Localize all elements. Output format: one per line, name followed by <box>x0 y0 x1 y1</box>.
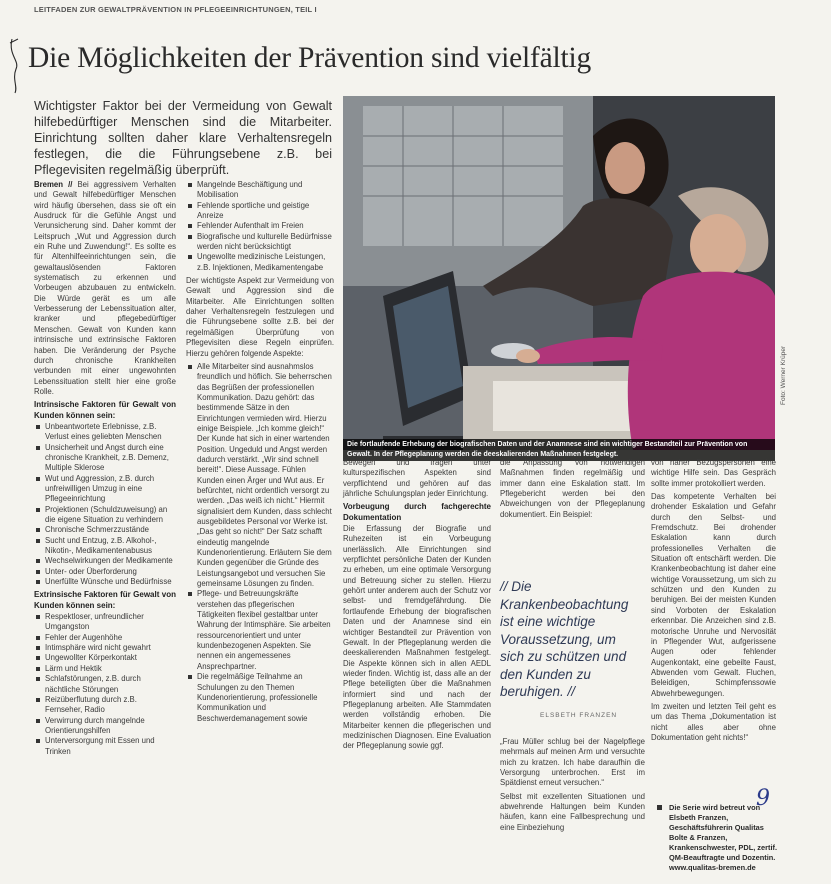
list-item: Fehlende sportliche und geistige Anreize <box>197 201 334 222</box>
author-info-box <box>669 803 781 873</box>
extrinsic-list-continued <box>186 180 334 273</box>
body-paragraph: Selbst mit exzellenten Situationen und abwehrende Haltungen beim Kunden häufen, kann eine Fallbesprechung und eine Einbeziehung <box>500 791 645 832</box>
column-5 <box>651 458 776 746</box>
lead-paragraph: Wichtigster Faktor bei der Vermeidung von Gewalt hilfebedürftiger Menschen sind die Mitarbeiter. Einrichtung sollten daher klare Verhaltensregeln festlegen, die die Führungsebene z.B. bei Pflegevisiten regelmäßig überprüft. <box>34 99 332 177</box>
list-item: Respektloser, unfreundlicher Umgangston <box>45 612 176 633</box>
body-paragraph: Der wichtigste Aspekt zur Vermeidung von Gewalt und Aggression sind die Mitarbeiter. Alle Einrichtungen sollten daher Verhaltensregeln festzulegen und die Führungsebene sollte z.B. bei der regelmäßigen Überprüfung von Pflegevisiten diese Regeln einprüfen. Hierzu gehören folgende Aspekte: <box>186 276 334 358</box>
list-item: Biografische und kulturelle Bedürfnisse werden nicht berücksichtigt <box>197 232 334 253</box>
rules-list <box>186 362 334 724</box>
list-item: Intimsphäre wird nicht gewahrt <box>45 643 176 653</box>
body-paragraph: Im zweiten und letzten Teil geht es um das Thema „Dokumentation ist nicht alles aber ohne Dokumentation geht nichts!“ <box>651 701 776 742</box>
column-1 <box>34 180 176 760</box>
list-item: Unbeantwortete Erlebnisse, z.B. Verlust eines geliebten Menschen <box>45 422 176 443</box>
dateline: Bremen // <box>34 180 73 189</box>
list-item: Alle Mitarbeiter sind ausnahmslos freundlich und höflich. Sie beherrschen das Begrüßen der professionellen Kommunikation. Dazu gehört: das bestimmende Sätze in den Einrichtungen vermieden wird. Hierzu einige Beispiele. „Ich komme gleich!“ Der Kunde hat sich in einer wartenden Position. Ungeduld und Angst werden dadurch verstärkt. „Wir sind schnell bereit!“. Diese Aussage. Fühlen Kunden einen Ärger und Wut aus. Er befürchtet, nicht ordentlich versorgt zu werden. „Das weiß ich nicht.“ Hiermit signalisiert dem Kunden, dass schlecht ausgebildetes Personal vor Werke ist. „Das geht so nicht!“ Der Satz schafft eindeutig mangelnde Kundenorientierung. Erläutern Sie dem Kunden gegenüber die Gründe des Leistungsangebot und versuchen Sie gemeinsame Lösungen zu finden. <box>197 362 334 590</box>
list-item: Wut und Aggression, z.B. durch unfreiwilligen Umzug in eine Pflegeeinrichtung <box>45 474 176 505</box>
body-paragraph: Bewegen und fragen unter kulturspezifischen Aspekten sind verpflichtend und gehören auf das jährliche Schulungsplan jeder Einrichtung. <box>343 458 491 499</box>
pull-quote: // Die Krankenbeobachtung ist eine wichtige Voraussetzung, um sich zu schützen und den Kunden zu beruhigen. // <box>500 579 629 699</box>
intro-paragraph: Bei aggressivem Verhalten und Gewalt hilfebedürftiger Menschen wird häufig übersehen, dass sie oft ein Ausdruck für die Gefühle Angst und Verunsicherung sind. Daher kommt der Leitspruch „Wut und Aggression durch ein Ruhe und Zuwendung!“. Es sollte es für Altenhilfeeinrichtungen sein, die gewaltauslösenden Faktoren systematisch zu erkennen und Vorbeugen abzubauen zu entwickeln. Die Würde gerät es um alle Verbesserung der Lebenssituation alter, kranker und pflegebedürftiger Menschen. Gewalt von Kunden kann intrinsische und extrinsische Faktoren haben. Die Veränderung der Psyche durch chronische Krankheiten verbunden mit einer ungewohnten Lebenssituation stellt hier eine große Rolle. <box>34 180 176 396</box>
list-item: Ungewollte medizinische Leistungen, z.B. Injektionen, Medikamentengabe <box>197 252 334 273</box>
bullet-square-icon <box>657 805 662 810</box>
body-paragraph: Das kompetente Verhalten bei drohender Eskalation und Gefahr durch den Selbst- und Fremdschutz. Bei drohender Eskalation kann durch professionelles Verhalten die Situation oft entschärft werden. Die Krankenbeobachtung ist daher eine wichtige Voraussetzung, um sich zu schützen und den Kunden zu beruhigen. Bei der meisten Kunden sind Vorboten der Eskalation erkennbar. Die Anzeichen sind z.B. motorische Unruhe und Nervosität in Pflegender Wut, aufgerissene Augen oder fehlender Augenkontakt, eine gebeilte Faust, Abwenden vom Gewalt. Fluchen, Beleidigen, Schimpfenssowie Abwehrbewegungen. <box>651 492 776 698</box>
list-item: Sucht und Entzug, z.B. Alkohol-, Nikotin-, Medikamentenabusus <box>45 536 176 557</box>
photo-caption: Die fortlaufende Erhebung der biografischen Daten und der Anamnese sind ein wichtiger Bestandteil zur Prävention von Gewalt. In der Pflegeplanung werden die deeskalierenden Maßnahmen festgelegt. <box>343 439 775 461</box>
photo-illustration <box>343 96 775 450</box>
list-item: Wechselwirkungen der Medikamente <box>45 556 176 566</box>
list-item: Lärm und Hektik <box>45 664 176 674</box>
kicker: LEITFADEN ZUR GEWALTPRÄVENTION IN PFLEGEEINRICHTUNGEN, TEIL I <box>34 5 317 14</box>
column-4-lower <box>500 737 645 836</box>
page-signature: 9 <box>756 786 770 811</box>
body-paragraph: Die Erfassung der Biografie und Ruhezeiten ist ein Vorbeugung unerlässlich. Alle Einrichtungen sind verpflichtet persönliche Daten der Kunden zu erheben, um eine optimale Versorgung und Betreuung sicher zu stellen. Hierzu gehört unter anderem auch der Schutz vor selbst- und fremdgefährdung. Die fortlaufende Erhebung der biografischen Daten und der Anamnese sind ein wichtiger Bestandteil zur Prävention von Gewalt. In der Pflegeplanung werden die deeskalierenden Maßnahmen festgelegt. Die Aspekte können sich in allen AEDL wieder finden. Wichtig ist, dass alle an der Pflege beteiligten über die Maßnahmen informiert sind und nach der Pflegeplanung arbeiten. Alle Stammdaten werden vollständig erhoben. Die Mitarbeiter kennen die pflegerischen und medizinischen Diagnosen. Eine Evaluation der Pflegeplanung sowie ggf. <box>343 524 491 751</box>
example-quote: „Frau Müller schlug bei der Nagelpflege mehrmals auf meinen Arm und versuchte mich zu kratzen. Ich habe daraufhin die Versorgung unterbrochen. Erst im Spätdienst erneut versuchen.“ <box>500 737 645 788</box>
body-paragraph: die Anpassung von notwendigen Maßnahmen finden regelmäßig und immer dann eine Eskalation statt. Im Pflegebericht werden bei den Abweichungen von der Pflegeplanung dokumentiert. Ein Beispiel: <box>500 458 645 519</box>
pull-quote-author: ELSBETH FRANZEN <box>540 712 618 719</box>
list-item: Schlafstörungen, z.B. durch nächtliche Störungen <box>45 674 176 695</box>
list-item: Pflege- und Betreuungskräfte verstehen das pflegerischen Tätigkeiten flexibel gestaltbar unter Wahrung der Intimsphäre. Sie arbeiten ressourcenorientiert und unter kundenbezogenen Aspekten. Sie nennen ein angemessenes Ansprechpartner. <box>197 589 334 672</box>
list-item: Ungewollter Körperkontakt <box>45 653 176 663</box>
list-item: Unter- oder Überforderung <box>45 567 176 577</box>
extrinsic-list <box>34 612 176 757</box>
list-item: Projektionen (Schuldzuweisung) an die eigene Situation zu verhindern <box>45 505 176 526</box>
headline: Die Möglichkeiten der Prävention sind vielfältig <box>28 42 592 74</box>
author-info-text: Die Serie wird betreut von Elsbeth Franzen, Geschäftsführerin Qualitas Bolte & Franzen, Krankenschwester, PDL, zertif. QM-Beauftragte und Dozentin. www.qualitas-bremen.de <box>669 803 778 872</box>
column-2 <box>186 180 334 727</box>
article-photo <box>343 96 775 450</box>
list-item: Verwirrung durch mangelnde Orientierungshilfen <box>45 716 176 737</box>
list-item: Mangelnde Beschäftigung und Mobilisation <box>197 180 334 201</box>
section-heading-documentation: Vorbeugung durch fachgerechte Dokumentation <box>343 502 491 522</box>
column-3 <box>343 458 491 755</box>
extrinsic-heading: Extrinsische Faktoren für Gewalt von Kunden können sein: <box>34 590 176 610</box>
list-item: Die regelmäßige Teilnahme an Schulungen zu den Themen Kundenorientierung, professionelle Kommunikation und Beschwerdemanagement sowie <box>197 672 334 724</box>
list-item: Unsicherheit und Angst durch eine chronische Krankheit, z.B. Demenz, Multiple Sklerose <box>45 443 176 474</box>
list-item: Fehlender Aufenthalt im Freien <box>197 221 334 231</box>
list-item: Unterversorgung mit Essen und Trinken <box>45 736 176 757</box>
list-item: Unerfüllte Wünsche und Bedürfnisse <box>45 577 176 587</box>
intrinsic-list <box>34 422 176 588</box>
list-item: Reizüberflutung durch z.B. Fernseher, Radio <box>45 695 176 716</box>
body-paragraph: von naher Bezugspersonen eine wichtige Hilfe sein. Das Gespräch sollte immer protokolliert werden. <box>651 458 776 488</box>
pen-stroke-decoration <box>6 35 26 95</box>
list-item: Fehler der Augenhöhe <box>45 633 176 643</box>
intrinsic-heading: Intrinsische Faktoren für Gewalt von Kunden können sein: <box>34 400 176 420</box>
photo-credit: Foto: Werner Krüper <box>780 345 787 405</box>
column-4 <box>500 458 645 523</box>
list-item: Chronische Schmerzzustände <box>45 525 176 535</box>
